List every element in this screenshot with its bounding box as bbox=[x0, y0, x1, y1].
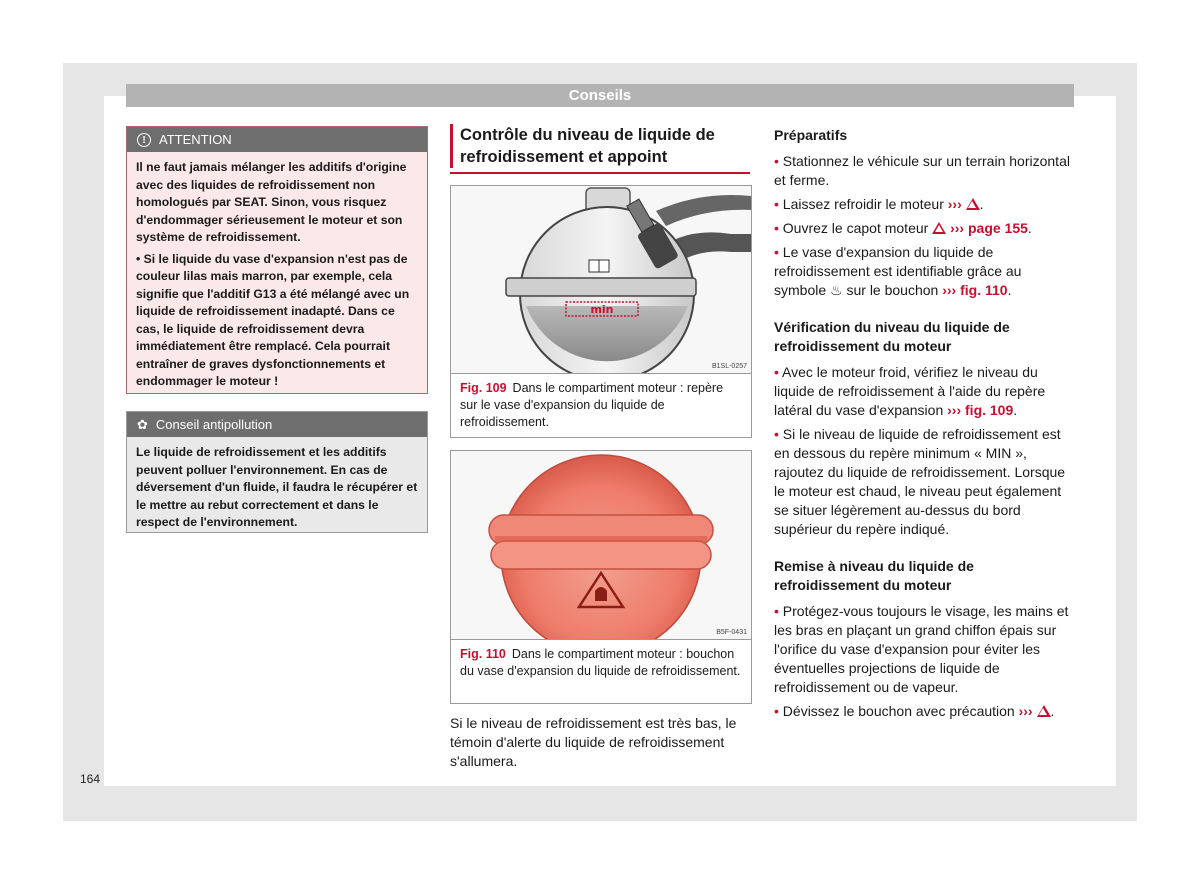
list-item: • Protégez-vous toujours le visage, les mains et les bras en plaçant un grand chiffon épais sur l'orifice du vase d'expansion pour éviter les éventuelles projections de liquide de refroidissement ou de vapeur. bbox=[774, 603, 1069, 695]
eco-tip-body bbox=[127, 437, 427, 543]
list-item: • Dévissez le bouchon avec précaution ››› . bbox=[774, 703, 1055, 719]
page-link[interactable]: page 155 bbox=[967, 220, 1028, 236]
figure-code: B1SL-0257 bbox=[711, 363, 747, 370]
page-number: 164 bbox=[80, 772, 101, 786]
list-item: • Avec le moteur froid, vérifiez le niveau du liquide de refroidissement à l'aide du repère latéral du vase d'expansion ››› fig. 109. bbox=[774, 364, 1046, 418]
section-title: Contrôle du niveau de liquide de refroidissement et appoint bbox=[450, 124, 750, 168]
eco-tip-header bbox=[127, 412, 427, 437]
figure-caption-text: Dans le compartiment moteur : repère sur le vase d'expansion du liquide de refroidissement. bbox=[460, 381, 724, 429]
exclamation-icon: ! bbox=[137, 133, 151, 147]
figure-109 bbox=[450, 185, 752, 438]
attention-paragraph: • Si le liquide du vase d'expansion n'est pas de couleur lilas mais marron, par exemple, cela signifie que l'additif G13 a été mélangé avec un liquide de refroidissement inadapté. Dans ce cas, le liquide de refroidissement devra immédiatement être remplacé. Cela pourrait entraîner de graves dysfonctionnements et endommager le moteur ! bbox=[136, 251, 410, 388]
list-item: • Ouvrez le capot moteur ››› page 155. bbox=[774, 220, 1032, 236]
attention-paragraph: Il ne faut jamais mélanger les additifs d'origine avec des liquides de refroidissement non homologués par SEAT. Sinon, vous risquez d'endommager sérieusement le moteur et son système de refroidissement. bbox=[136, 160, 407, 244]
figure-label: Fig. 109 bbox=[460, 381, 507, 395]
figure-label: Fig. 110 bbox=[460, 647, 506, 661]
tank-cap-drawing bbox=[451, 451, 751, 639]
section-header: Conseils bbox=[126, 84, 1074, 107]
tank-cap-illustration bbox=[451, 451, 751, 640]
prep-heading: Préparatifs bbox=[774, 127, 848, 143]
figure-caption bbox=[451, 374, 751, 436]
attention-box bbox=[126, 126, 428, 394]
warning-icon bbox=[966, 198, 980, 210]
figure-caption bbox=[451, 640, 751, 685]
figure-caption-text: Dans le compartiment moteur : bouchon du vase d'expansion du liquide de refroidissement. bbox=[460, 647, 741, 678]
warning-icon bbox=[1037, 705, 1051, 717]
figure-link[interactable]: fig. 109 bbox=[965, 402, 1014, 418]
warning-light-note: Si le niveau de refroidissement est très bas, le témoin d'alerte du liquide de refroidissement s'allumera. bbox=[450, 715, 737, 769]
warning-icon bbox=[932, 222, 946, 234]
eco-tip-box bbox=[126, 411, 428, 533]
eco-tip-text: Le liquide de refroidissement et les additifs peuvent polluer l'environnement. En cas de déversement d'un fluide, il faudra le récupérer et le mettre au rebut correctement et dans le respect de l'environnement. bbox=[136, 445, 418, 529]
attention-body bbox=[127, 152, 427, 402]
list-item: • Le vase d'expansion du liquide de refroidissement est identifiable grâce au symbole ♨ sur le bouchon ››› fig. 110. bbox=[774, 244, 1022, 298]
coolant-symbol-icon: ♨ bbox=[830, 282, 843, 298]
eco-tip-title: Conseil antipollution bbox=[155, 417, 273, 432]
instructions-column bbox=[774, 126, 1074, 726]
figure-link[interactable]: fig. 110 bbox=[960, 282, 1008, 298]
attention-title: ATTENTION bbox=[159, 132, 232, 147]
min-mark-label: min bbox=[590, 303, 614, 316]
refill-heading: Remise à niveau du liquide de refroidissement du moteur bbox=[774, 558, 974, 593]
list-item: • Laissez refroidir le moteur ››› . bbox=[774, 196, 984, 212]
attention-header bbox=[127, 127, 427, 152]
expansion-tank-drawing bbox=[451, 186, 751, 373]
list-item: • Si le niveau de liquide de refroidissement est en dessous du repère minimum « MIN », rajoutez du liquide de refroidissement. Lorsque le moteur est chaud, le niveau peut également se situer légèrement au-dessus du bord supérieur du repère indiqué. bbox=[774, 426, 1066, 537]
list-item: • Stationnez le véhicule sur un terrain horizontal et ferme. bbox=[774, 153, 1070, 188]
section-divider bbox=[450, 172, 750, 174]
figure-code: B5F-0431 bbox=[716, 629, 747, 636]
figure-110 bbox=[450, 450, 752, 704]
expansion-tank-illustration bbox=[451, 186, 751, 374]
check-heading: Vérification du niveau du liquide de refroidissement du moteur bbox=[774, 319, 1010, 354]
flower-icon: ✿ bbox=[137, 417, 148, 432]
